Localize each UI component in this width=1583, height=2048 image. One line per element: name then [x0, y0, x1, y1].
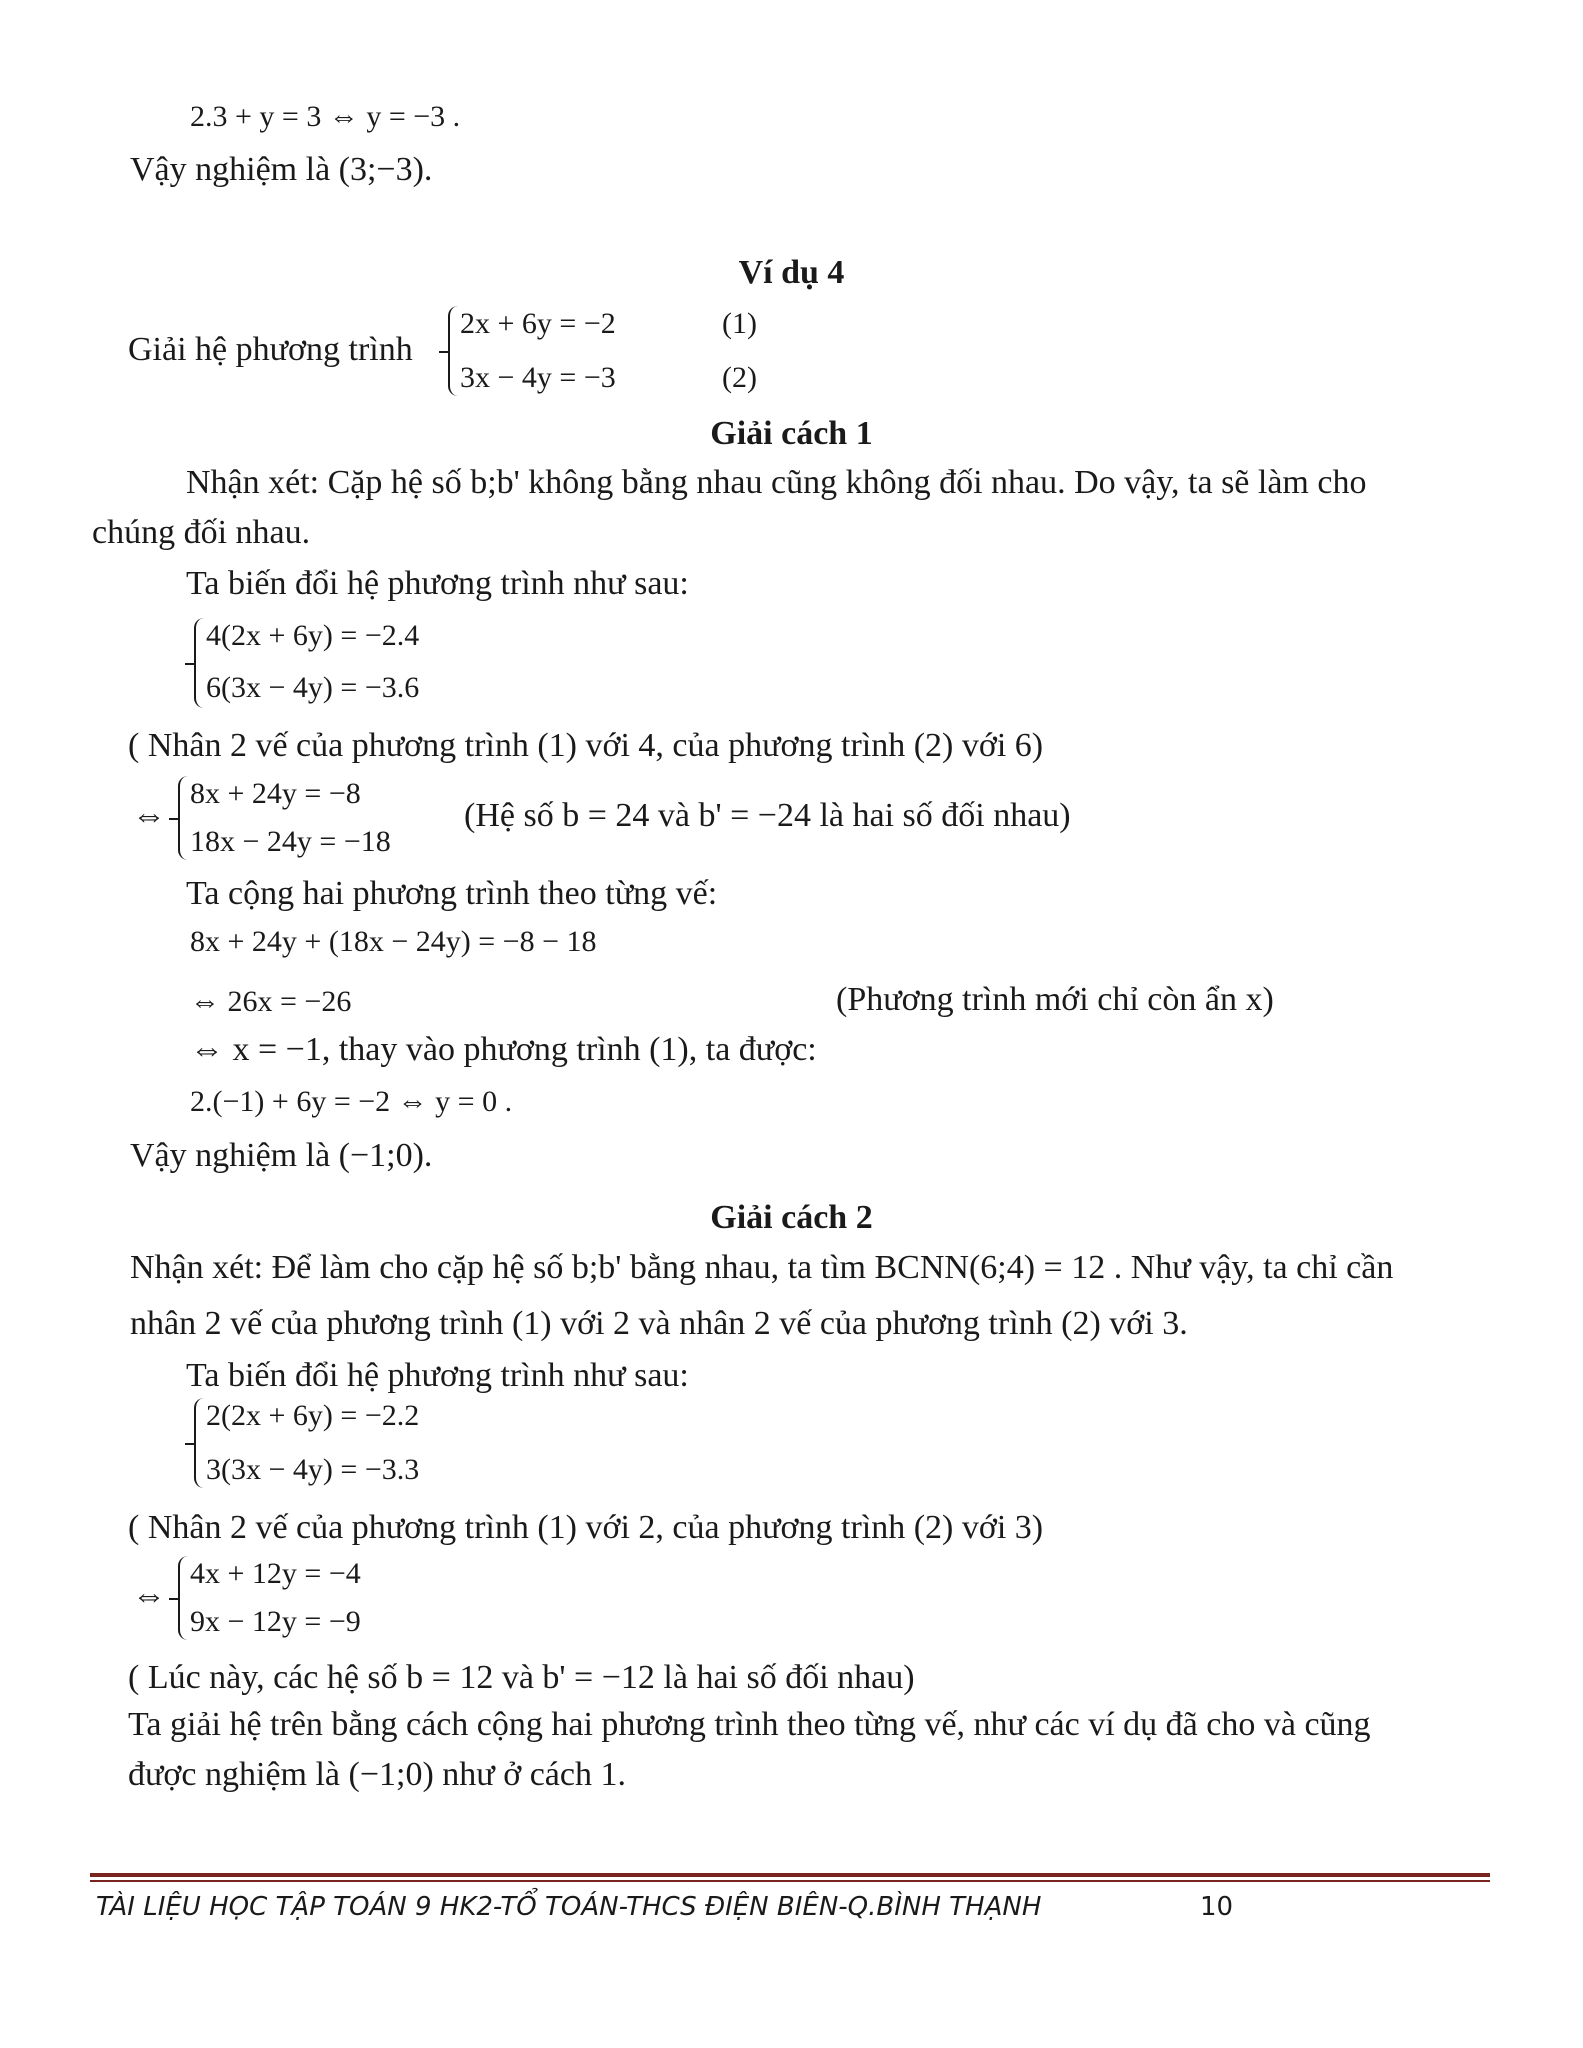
- note-line: ( Nhân 2 vế của phương trình (1) với 2, của phương trình (2) với 3): [128, 1509, 1044, 1546]
- coefficient-note: (Hệ số b = 24 và b' = −24 là hai số đối nhau): [464, 797, 1071, 834]
- equation-number-2: (2): [722, 361, 757, 394]
- remark-line-cont: chúng đối nhau.: [92, 514, 311, 551]
- system-brace: [178, 776, 189, 860]
- system-equation-1: 4x + 12y = −4: [190, 1557, 361, 1590]
- note-line: ( Nhân 2 vế của phương trình (1) với 4, của phương trình (2) với 6): [128, 727, 1044, 764]
- footer-rule-thin: [90, 1880, 1490, 1882]
- equivalence-symbol: ⇔: [132, 1577, 166, 1614]
- final-paragraph-cont: được nghiệm là (−1;0) như ở cách 1.: [128, 1756, 626, 1793]
- remark-line-cont: nhân 2 vế của phương trình (1) với 2 và nhân 2 vế của phương trình (2) với 3.: [130, 1305, 1188, 1342]
- example-heading: Ví dụ 4: [738, 254, 845, 291]
- problem-statement: Giải hệ phương trình: [128, 331, 413, 368]
- equation-line: ⇔ 26x = −26: [190, 985, 352, 1018]
- equation-line: 8x + 24y + (18x − 24y) = −8 − 18: [190, 925, 597, 958]
- solution-heading-2: Giải cách 2: [710, 1199, 873, 1236]
- system-equation-2: 18x − 24y = −18: [190, 825, 391, 858]
- system-brace: [194, 1398, 205, 1488]
- equation-number-1: (1): [722, 307, 757, 340]
- equation-line: 2.(−1) + 6y = −2 ⇔ y = 0 .: [190, 1085, 513, 1118]
- footer-title: TÀI LIỆU HỌC TẬP TOÁN 9 HK2-TỔ TOÁN-THCS ĐIỆN BIÊN-Q.BÌNH THẠNH: [96, 1892, 1042, 1922]
- system-brace: [448, 306, 459, 396]
- system-brace: [178, 1556, 189, 1640]
- system-equation-2: 6(3x − 4y) = −3.6: [206, 671, 420, 704]
- equivalence-symbol: ⇔: [132, 797, 166, 834]
- conclusion-line: Vậy nghiệm là (3;−3).: [130, 151, 433, 188]
- remark-line: Nhận xét: Cặp hệ số b;b' không bằng nhau cũng không đối nhau. Do vậy, ta sẽ làm cho: [186, 464, 1367, 501]
- transform-intro: Ta biến đổi hệ phương trình như sau:: [186, 565, 689, 602]
- system-equation-2: 9x − 12y = −9: [190, 1605, 361, 1638]
- equation-line: ⇔ x = −1, thay vào phương trình (1), ta được:: [190, 1031, 817, 1068]
- footer-rule: [90, 1873, 1490, 1877]
- system-equation-1: 8x + 24y = −8: [190, 777, 361, 810]
- system-equation-1: 2(2x + 6y) = −2.2: [206, 1399, 420, 1432]
- system-equation-1: 4(2x + 6y) = −2.4: [206, 619, 420, 652]
- system-equation-2: 3(3x − 4y) = −3.3: [206, 1453, 420, 1486]
- transform-intro: Ta biến đổi hệ phương trình như sau:: [186, 1357, 689, 1394]
- equation-comment: (Phương trình mới chỉ còn ẩn x): [836, 981, 1274, 1018]
- remark-line: Nhận xét: Để làm cho cặp hệ số b;b' bằng nhau, ta tìm BCNN(6;4) = 12 . Như vậy, ta chỉ cần: [130, 1249, 1394, 1286]
- system-brace: [194, 618, 205, 708]
- equation-line: 2.3 + y = 3 ⇔ y = −3 .: [190, 100, 461, 133]
- system-equation-2: 3x − 4y = −3: [460, 361, 616, 394]
- solution-heading-1: Giải cách 1: [710, 415, 873, 452]
- conclusion-line: Vậy nghiệm là (−1;0).: [130, 1137, 433, 1174]
- page-number: 10: [1200, 1892, 1234, 1922]
- instruction-line: Ta cộng hai phương trình theo từng vế:: [186, 875, 718, 912]
- system-equation-1: 2x + 6y = −2: [460, 307, 616, 340]
- final-paragraph: Ta giải hệ trên bằng cách cộng hai phương trình theo từng vế, như các ví dụ đã cho và cũng: [128, 1706, 1371, 1743]
- note-line: ( Lúc này, các hệ số b = 12 và b' = −12 là hai số đối nhau): [128, 1659, 915, 1696]
